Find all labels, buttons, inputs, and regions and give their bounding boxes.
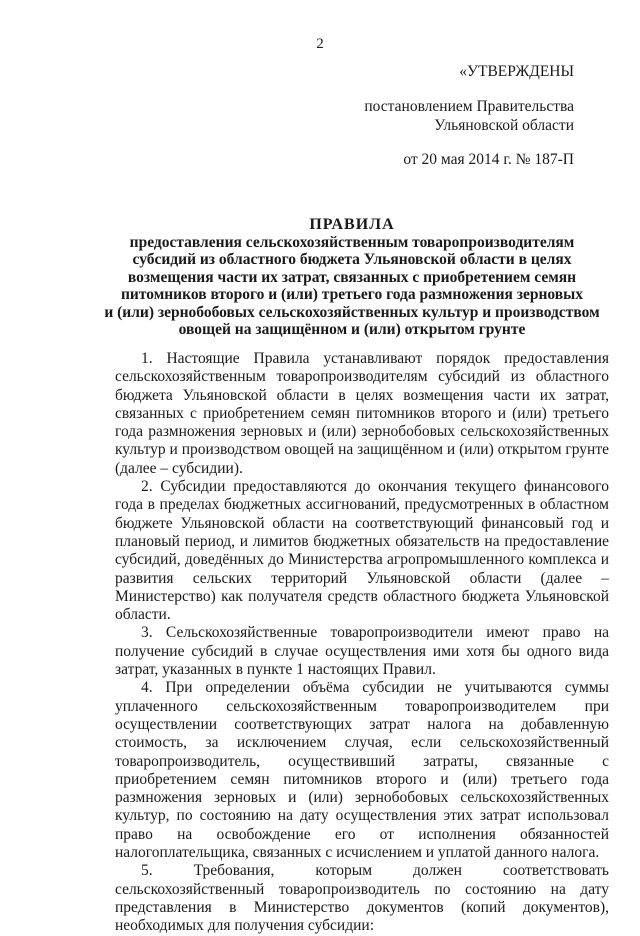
approval-date: от 20 мая 2014 г. № 187-П: [403, 151, 574, 168]
paragraph-5: 5. Требования, которым должен соответствовать сельскохозяйственный товаропроизводитель по состоянию на дату представления в Министерство документов (копий документов), необходимых для получения субсидии:: [115, 862, 609, 935]
title-line: возмещения части их затрат, связанных с приобретением семян: [127, 268, 577, 286]
document-body: [115, 350, 609, 936]
title-line: и (или) зернобобовых сельскохозяйственных культур и производством: [104, 303, 600, 321]
title-line: питомников второго и (или) третьего года размножения зерновых: [120, 286, 584, 303]
page-number: 2: [316, 36, 324, 52]
title-line: овощей на защищённом и (или) открытом грунте: [178, 321, 526, 338]
title-heading: ПРАВИЛА: [309, 216, 395, 233]
approval-authority-line1: постановлением Правительства: [364, 98, 574, 115]
paragraph-2: 2. Субсидии предоставляются до окончания текущего финансового года в пределах бюджетных ассигнований, предусмотренных в областном бюджете Ульяновской области на соответствующий финансовый год и плановый период, и лимитов бюджетных обязательств на предоставление субсидий, доведённых до Министерства агропромышленного комплекса и развития сельских территорий Ульяновской области (далее – Министерство) как получателя средств областного бюджета Ульяновской области.: [115, 478, 609, 624]
approval-authority-line2: Ульяновской области: [434, 117, 574, 134]
title-line: субсидий из областного бюджета Ульяновской области в целях: [132, 251, 572, 268]
approval-authority: [364, 97, 574, 135]
document-title: [92, 216, 612, 339]
approval-heading: «УТВЕРЖДЕНЫ: [459, 63, 574, 80]
paragraph-3: 3. Сельскохозяйственные товаропроизводители имеют право на получение субсидий в случае осуществления ими хотя бы одного вида затрат, указанных в пункте 1 настоящих Правил.: [115, 624, 609, 679]
title-line: предоставления сельскохозяйственным товаропроизводителям: [129, 233, 575, 251]
paragraph-1: 1. Настоящие Правила устанавливают порядок предоставления сельскохозяйственным товаропроизводителям субсидий из областного бюджета Ульяновской области в целях возмещения части их затрат, связанных с приобретением семян питомников второго и (или) третьего года размножения зерновых и (или) зернобобовых сельскохозяйственных культур и производством овощей на защищённом и (или) открытом грунте (далее – субсидии).: [115, 350, 609, 477]
paragraph-4: 4. При определении объёма субсидии не учитываются суммы уплаченного сельскохозяйственным товаропроизводителем при осуществлении соответствующих затрат налога на добавленную стоимость, за исключением случая, если сельскохозяйственный товаропроизводитель, осуществивший затраты, связанные с приобретением семян питомников второго и (или) третьего года размножения зерновых и (или) зернобобовых сельскохозяйственных культур, по состоянию на дату осуществления этих затрат использовал право на освобождение его от исполнения обязанностей налогоплательщика, связанных с исчислением и уплатой данного налога.: [115, 679, 609, 862]
